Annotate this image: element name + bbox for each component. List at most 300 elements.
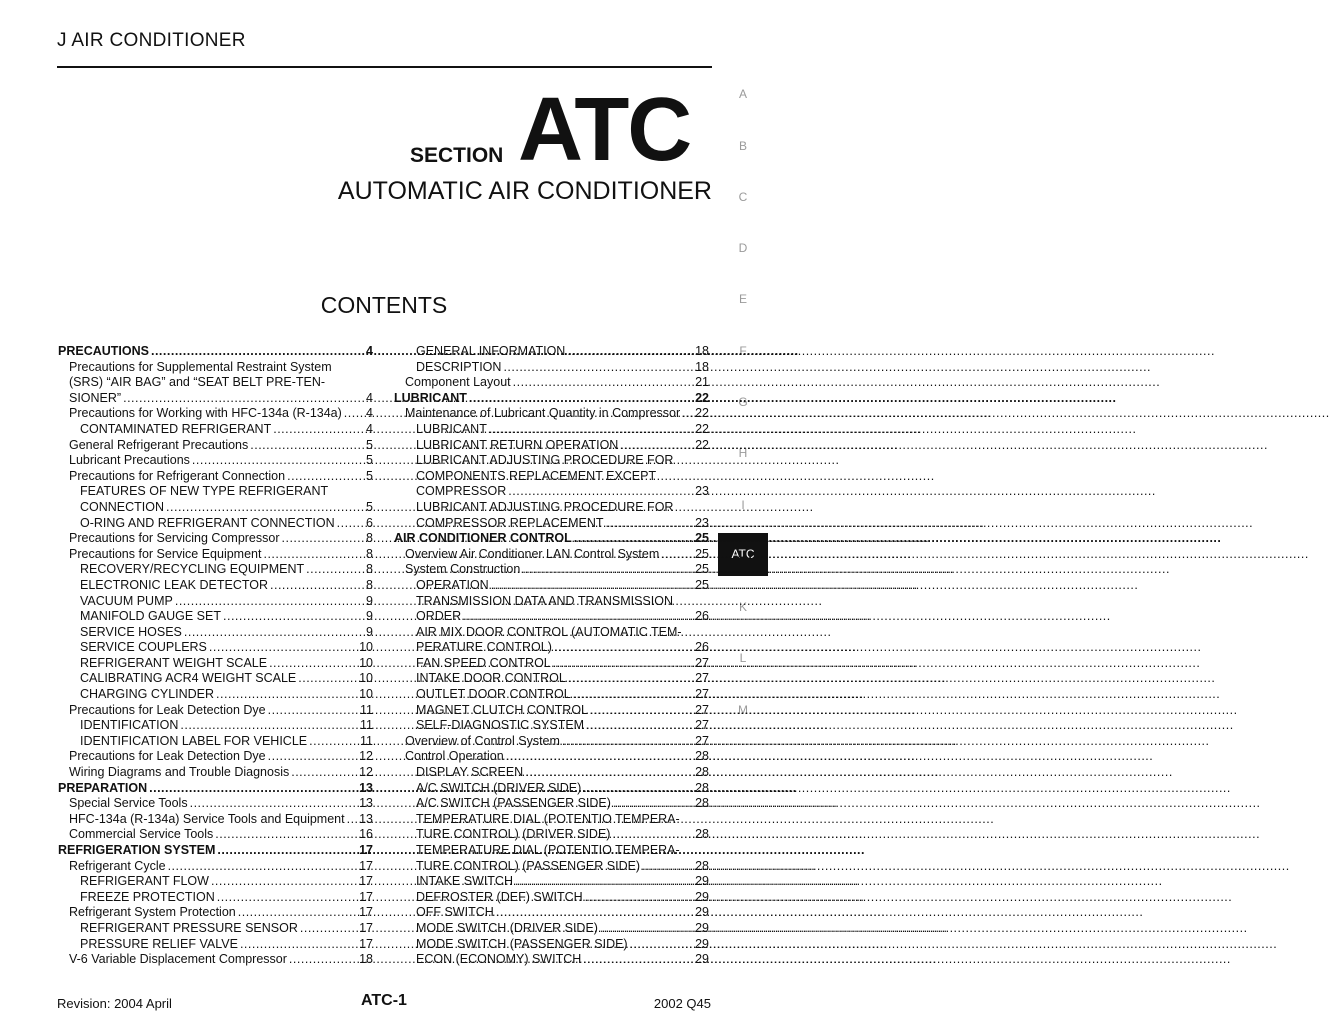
toc-entry-title: DISPLAY SCREEN xyxy=(416,765,524,780)
toc-entry-page: 8 xyxy=(366,531,373,546)
toc-leader-dots xyxy=(606,516,694,532)
toc-entry-title: System Construction xyxy=(405,562,521,577)
toc-entry[interactable] xyxy=(58,921,373,937)
toc-entry-page: 9 xyxy=(366,609,373,624)
toc-entry-title: Overview of Control System xyxy=(405,733,560,748)
side-tab-h[interactable]: H xyxy=(738,446,748,460)
toc-entry-title: MODE SWITCH (PASSENGER SIDE) xyxy=(416,936,628,951)
toc-entry-page: 28 xyxy=(695,749,709,764)
toc-entry-page: 5 xyxy=(366,468,373,483)
toc-entry[interactable] xyxy=(58,469,373,485)
toc-entry-title: COMPRESSOR REPLACEMENT xyxy=(416,515,604,530)
toc-entry[interactable] xyxy=(394,578,709,594)
toc-entry-page: 6 xyxy=(366,515,373,530)
toc-leader-dots xyxy=(217,890,357,906)
toc-entry[interactable] xyxy=(58,562,373,578)
toc-entry[interactable] xyxy=(394,796,709,812)
side-tab-b[interactable]: B xyxy=(738,139,747,153)
toc-entry-title: AIR MIX DOOR CONTROL (AUTOMATIC TEM- xyxy=(416,624,682,639)
toc-entry-title: Special Service Tools xyxy=(69,796,188,811)
toc-entry[interactable] xyxy=(394,874,709,890)
toc-entry-page: 18 xyxy=(695,359,709,374)
toc-leader-dots xyxy=(491,578,693,594)
toc-entry-page: 25 xyxy=(695,546,709,561)
toc-leader-dots xyxy=(217,843,357,859)
toc-entry[interactable] xyxy=(394,921,709,937)
toc-entry-title: ELECTRONIC LEAK DETECTOR xyxy=(80,577,269,592)
toc-entry[interactable] xyxy=(394,640,709,656)
toc-entry-page: 17 xyxy=(359,936,373,951)
toc-entry[interactable] xyxy=(394,562,709,578)
toc-entry[interactable] xyxy=(394,422,709,438)
toc-leader-dots xyxy=(344,406,364,422)
toc-entry[interactable] xyxy=(58,484,373,500)
toc-entry[interactable] xyxy=(58,905,373,921)
toc-entry[interactable] xyxy=(394,734,709,750)
toc-entry[interactable] xyxy=(58,937,373,953)
side-tab-atc[interactable]: ATC xyxy=(718,533,768,576)
toc-entry-page: 27 xyxy=(695,702,709,717)
toc-entry[interactable] xyxy=(394,391,709,407)
toc-entry[interactable] xyxy=(394,656,709,672)
side-tab-d[interactable]: D xyxy=(738,241,748,255)
toc-entry[interactable] xyxy=(394,703,709,719)
toc-leader-dots xyxy=(585,890,693,906)
toc-entry-page: 29 xyxy=(695,905,709,920)
toc-leader-dots xyxy=(300,921,357,937)
toc-leader-dots xyxy=(151,344,364,360)
toc-entry-title: FREEZE PROTECTION xyxy=(80,889,215,904)
toc-right-column xyxy=(394,344,709,968)
toc-entry-title: LUBRICANT RETURN OPERATION xyxy=(416,437,619,452)
toc-entry[interactable] xyxy=(58,594,373,610)
toc-entry-title: Precautions for Service Equipment xyxy=(69,546,262,561)
toc-leader-dots xyxy=(600,921,693,937)
toc-entry-page: 22 xyxy=(695,406,709,421)
toc-entry-page: 8 xyxy=(366,577,373,592)
toc-entry-title: ORDER xyxy=(416,609,462,624)
toc-leader-dots xyxy=(123,391,364,407)
toc-leader-dots xyxy=(583,952,693,968)
toc-leader-dots xyxy=(642,859,693,875)
toc-entry-page: 8 xyxy=(366,562,373,577)
toc-entry[interactable] xyxy=(58,453,373,469)
toc-entry-title: REFRIGERANT FLOW xyxy=(80,874,209,889)
toc-entry[interactable] xyxy=(58,656,373,672)
toc-entry-page: 29 xyxy=(695,952,709,967)
toc-leader-dots xyxy=(496,905,693,921)
toc-leader-dots xyxy=(513,375,693,391)
toc-leader-dots xyxy=(506,749,693,765)
toc-entry-title: CONNECTION xyxy=(80,499,165,514)
toc-entry-title: Wiring Diagrams and Trouble Diagnosis xyxy=(69,765,290,780)
side-tab-c[interactable]: C xyxy=(738,190,748,204)
toc-leader-dots xyxy=(192,453,364,469)
toc-entry[interactable] xyxy=(394,547,709,563)
toc-entry-title: CHARGING CYLINDER xyxy=(80,687,215,702)
toc-entry[interactable] xyxy=(394,594,709,610)
toc-leader-dots xyxy=(469,391,693,407)
toc-entry-page: 10 xyxy=(359,655,373,670)
toc-entry-title: REFRIGERATION SYSTEM xyxy=(58,843,216,857)
toc-leader-dots xyxy=(184,625,364,641)
toc-leader-dots xyxy=(586,718,693,734)
toc-entry-title: Control Operation xyxy=(405,749,504,764)
toc-entry-title: PRESSURE RELIEF VALVE xyxy=(80,936,238,951)
toc-entry-title: VACUUM PUMP xyxy=(80,593,173,608)
toc-entry-title: Component Layout xyxy=(405,375,511,390)
toc-leader-dots xyxy=(613,796,693,812)
contents-heading: CONTENTS xyxy=(320,292,448,318)
toc-entry-title: TURE CONTROL) (PASSENGER SIDE) xyxy=(416,858,641,873)
toc-entry-page: 27 xyxy=(695,655,709,670)
toc-entry-page: 23 xyxy=(695,515,709,530)
toc-entry[interactable] xyxy=(58,734,373,750)
toc-leader-dots xyxy=(463,609,693,625)
toc-entry[interactable] xyxy=(394,344,709,360)
toc-entry[interactable] xyxy=(394,843,709,859)
toc-entry-title: Maintenance of Lubricant Quantity in Compressor xyxy=(405,406,681,421)
toc-entry-title: FAN SPEED CONTROL xyxy=(416,655,551,670)
toc-entry-page: 10 xyxy=(359,640,373,655)
toc-leader-dots xyxy=(630,937,694,953)
toc-entry-title: MANIFOLD GAUGE SET xyxy=(80,609,221,624)
toc-entry[interactable] xyxy=(394,360,709,376)
toc-leader-dots xyxy=(215,827,357,843)
toc-leader-dots xyxy=(508,484,693,500)
section-code: ATC xyxy=(518,80,691,180)
toc-leader-dots xyxy=(620,438,693,454)
toc-entry[interactable] xyxy=(394,827,709,843)
toc-entry[interactable] xyxy=(394,812,709,828)
toc-entry-page: 27 xyxy=(695,687,709,702)
toc-entry[interactable] xyxy=(58,547,373,563)
side-tab-g[interactable]: G xyxy=(738,395,748,409)
toc-entry[interactable] xyxy=(58,438,373,454)
toc-entry[interactable] xyxy=(394,718,709,734)
toc-entry-title: O-RING AND REFRIGERANT CONNECTION xyxy=(80,515,335,530)
toc-entry-title: AIR CONDITIONER CONTROL xyxy=(394,531,572,546)
toc-entry-page: 28 xyxy=(695,827,709,842)
toc-entry-page: 13 xyxy=(359,811,373,826)
toc-entry-page: 27 xyxy=(695,718,709,733)
toc-entry-page: 29 xyxy=(695,874,709,889)
toc-leader-dots xyxy=(282,531,365,547)
toc-entry[interactable] xyxy=(58,874,373,890)
toc-entry-title: SERVICE COUPLERS xyxy=(80,640,207,655)
toc-entry[interactable] xyxy=(58,360,373,376)
toc-entry[interactable] xyxy=(58,843,373,859)
toc-entry[interactable] xyxy=(58,422,373,438)
toc-left-column xyxy=(58,344,373,968)
toc-entry-title: TURE CONTROL) (DRIVER SIDE) xyxy=(416,827,611,842)
toc-entry-title: (SRS) “AIR BAG” and “SEAT BELT PRE-TEN- xyxy=(69,375,326,390)
toc-entry[interactable] xyxy=(58,827,373,843)
toc-entry-title: Overview Air Conditioner LAN Control System xyxy=(405,546,660,561)
toc-leader-dots xyxy=(590,703,693,719)
toc-leader-dots xyxy=(554,640,693,656)
toc-entry-title: SERVICE HOSES xyxy=(80,624,182,639)
section-title: AUTOMATIC AIR CONDITIONER xyxy=(337,177,712,205)
toc-entry[interactable] xyxy=(394,687,709,703)
toc-leader-dots xyxy=(180,718,358,734)
toc-entry-title: Lubricant Precautions xyxy=(69,453,190,468)
toc-leader-dots xyxy=(309,734,358,750)
toc-entry[interactable] xyxy=(58,406,373,422)
toc-entry[interactable] xyxy=(58,640,373,656)
toc-leader-dots xyxy=(238,905,357,921)
toc-entry-page: 22 xyxy=(695,390,709,405)
toc-leader-dots xyxy=(306,562,364,578)
toc-entry[interactable] xyxy=(58,516,373,532)
toc-entry[interactable] xyxy=(58,812,373,828)
footer-page-number: ATC-1 xyxy=(361,992,407,1009)
toc-entry[interactable] xyxy=(58,375,373,391)
toc-entry-title: CALIBRATING ACR4 WEIGHT SCALE xyxy=(80,671,297,686)
toc-entry-title: OPERATION xyxy=(416,577,489,592)
toc-entry[interactable] xyxy=(394,952,709,968)
toc-entry-page: 26 xyxy=(695,640,709,655)
toc-entry-title: INTAKE DOOR CONTROL xyxy=(416,671,566,686)
toc-leader-dots xyxy=(298,671,357,687)
toc-entry-page: 8 xyxy=(366,546,373,561)
toc-entry[interactable] xyxy=(58,718,373,734)
toc-entry-title: HFC-134a (R-134a) Service Tools and Equipment xyxy=(69,811,345,826)
toc-entry[interactable] xyxy=(394,905,709,921)
toc-entry-title: ECON (ECONOMY) SWITCH xyxy=(416,952,582,967)
toc-leader-dots xyxy=(573,687,693,703)
toc-leader-dots xyxy=(209,640,357,656)
toc-leader-dots xyxy=(562,734,693,750)
toc-entry[interactable] xyxy=(394,749,709,765)
toc-entry-page: 11 xyxy=(360,733,373,748)
toc-entry-page: 23 xyxy=(695,484,709,499)
toc-leader-dots xyxy=(149,781,357,797)
toc-entry[interactable] xyxy=(58,765,373,781)
toc-entry-page: 29 xyxy=(695,889,709,904)
toc-entry-title: RECOVERY/RECYCLING EQUIPMENT xyxy=(80,562,305,577)
toc-entry-page: 12 xyxy=(359,749,373,764)
toc-entry[interactable] xyxy=(58,609,373,625)
toc-entry[interactable] xyxy=(394,531,709,547)
toc-entry[interactable] xyxy=(58,344,373,360)
toc-entry-page: 26 xyxy=(695,609,709,624)
toc-entry-page: 10 xyxy=(359,687,373,702)
side-tab-f[interactable]: F xyxy=(739,344,747,358)
toc-entry-title: OFF SWITCH xyxy=(416,905,494,920)
toc-leader-dots xyxy=(273,422,364,438)
toc-entry-page: 22 xyxy=(695,421,709,436)
toc-entry-page: 10 xyxy=(359,671,373,686)
toc-leader-dots xyxy=(337,516,364,532)
toc-entry[interactable] xyxy=(58,531,373,547)
toc-entry-page: 4 xyxy=(366,421,373,436)
toc-entry-title: IDENTIFICATION LABEL FOR VEHICLE xyxy=(80,733,308,748)
toc-leader-dots xyxy=(270,578,364,594)
toc-leader-dots xyxy=(574,531,693,547)
toc-entry-title: TRANSMISSION DATA AND TRANSMISSION xyxy=(416,593,673,608)
toc-leader-dots xyxy=(216,687,357,703)
toc-leader-dots xyxy=(289,952,357,968)
toc-leader-dots xyxy=(515,874,693,890)
toc-entry-title: GENERAL INFORMATION xyxy=(416,344,566,358)
toc-entry-title: IDENTIFICATION xyxy=(80,718,179,733)
toc-entry-title: Precautions for Leak Detection Dye xyxy=(69,749,266,764)
toc-entry-page: 21 xyxy=(695,375,709,390)
toc-entry-title: Commercial Service Tools xyxy=(69,827,214,842)
toc-entry-title: INTAKE SWITCH xyxy=(416,874,513,889)
toc-entry[interactable] xyxy=(394,375,709,391)
toc-entry-title: SIONER” xyxy=(69,390,122,405)
toc-leader-dots xyxy=(612,827,693,843)
toc-entry-title: PERATURE CONTROL) xyxy=(416,640,552,655)
toc-entry-title: LUBRICANT xyxy=(416,421,487,436)
toc-entry-page: 17 xyxy=(359,905,373,920)
toc-entry-page: 18 xyxy=(359,952,373,967)
toc-entry-title: Precautions for Working with HFC-134a (R-134a) xyxy=(69,406,342,421)
toc-entry-page: 27 xyxy=(695,733,709,748)
toc-leader-dots xyxy=(567,344,693,360)
side-tab-l[interactable]: L xyxy=(739,651,747,665)
toc-entry-title: LUBRICANT ADJUSTING PROCEDURE FOR xyxy=(416,453,674,468)
toc-entry-page: 22 xyxy=(695,437,709,452)
toc-entry-page: 25 xyxy=(695,577,709,592)
toc-entry-title: MODE SWITCH (DRIVER SIDE) xyxy=(416,920,598,935)
toc-entry[interactable] xyxy=(394,406,709,422)
side-tab-m[interactable]: M xyxy=(738,703,748,717)
side-tab-i[interactable]: I xyxy=(741,498,745,512)
toc-entry-page: 17 xyxy=(359,889,373,904)
toc-entry-page: 11 xyxy=(360,702,373,717)
toc-leader-dots xyxy=(553,656,693,672)
toc-entry[interactable] xyxy=(394,453,709,469)
toc-entry-page: 17 xyxy=(359,920,373,935)
toc-entry-title: DEFROSTER (DEF) SWITCH xyxy=(416,889,583,904)
toc-entry[interactable] xyxy=(58,687,373,703)
toc-entry[interactable] xyxy=(58,671,373,687)
toc-entry-page: 5 xyxy=(366,437,373,452)
toc-entry-page: 29 xyxy=(695,936,709,951)
toc-entry-page: 17 xyxy=(359,858,373,873)
toc-leader-dots xyxy=(568,671,693,687)
group-title: J AIR CONDITIONER xyxy=(57,30,246,51)
toc-entry[interactable] xyxy=(394,438,709,454)
toc-entry[interactable] xyxy=(394,781,709,797)
toc-entry-title: PREPARATION xyxy=(58,780,148,795)
toc-entry-title: SELF-DIAGNOSTIC SYSTEM xyxy=(416,718,585,733)
toc-leader-dots xyxy=(268,749,357,765)
toc-entry[interactable] xyxy=(394,469,709,485)
toc-entry-page: 25 xyxy=(695,562,709,577)
toc-entry-page: 4 xyxy=(366,390,373,405)
toc-entry-page: 28 xyxy=(695,796,709,811)
toc-leader-dots xyxy=(250,438,364,454)
toc-entry-title: LUBRICANT ADJUSTING PROCEDURE FOR xyxy=(416,499,674,514)
toc-entry[interactable] xyxy=(58,781,373,797)
toc-entry-page: 28 xyxy=(695,765,709,780)
toc-entry-page: 13 xyxy=(359,796,373,811)
toc-entry[interactable] xyxy=(394,516,709,532)
toc-entry[interactable] xyxy=(58,859,373,875)
toc-entry[interactable] xyxy=(58,703,373,719)
toc-leader-dots xyxy=(291,765,357,781)
toc-entry[interactable] xyxy=(58,796,373,812)
toc-entry-title: COMPONENTS REPLACEMENT EXCEPT xyxy=(416,468,657,483)
section-word: SECTION xyxy=(410,144,504,167)
toc-entry-title: Precautions for Supplemental Restraint System xyxy=(69,359,332,374)
toc-entry[interactable] xyxy=(394,765,709,781)
toc-entry-title: A/C SWITCH (PASSENGER SIDE) xyxy=(416,796,611,811)
toc-leader-dots xyxy=(347,812,357,828)
toc-entry-title: Precautions for Leak Detection Dye xyxy=(69,702,266,717)
toc-leader-dots xyxy=(240,937,357,953)
toc-entry-page: 12 xyxy=(359,765,373,780)
toc-entry[interactable] xyxy=(394,890,709,906)
toc-leader-dots xyxy=(211,874,357,890)
toc-entry[interactable] xyxy=(394,671,709,687)
toc-entry-page: 28 xyxy=(695,780,709,795)
toc-entry-title: V-6 Variable Displacement Compressor xyxy=(69,952,287,967)
toc-entry[interactable] xyxy=(394,937,709,953)
header-rule xyxy=(57,66,712,68)
side-tab-e[interactable]: E xyxy=(738,292,747,306)
toc-entry[interactable] xyxy=(58,500,373,516)
toc-entry-page: 25 xyxy=(695,531,709,546)
toc-entry-page: 11 xyxy=(360,718,373,733)
toc-leader-dots xyxy=(489,422,693,438)
toc-entry[interactable] xyxy=(58,890,373,906)
toc-leader-dots xyxy=(263,547,364,563)
toc-entry-title: General Refrigerant Precautions xyxy=(69,437,249,452)
toc-entry[interactable] xyxy=(58,625,373,641)
toc-leader-dots xyxy=(503,360,693,376)
toc-entry-page: 18 xyxy=(695,344,709,358)
toc-entry-title: FEATURES OF NEW TYPE REFRIGERANT xyxy=(80,484,329,499)
toc-entry-page: 17 xyxy=(359,843,373,857)
toc-entry-title: COMPRESSOR xyxy=(416,484,507,499)
toc-entry-page: 16 xyxy=(359,827,373,842)
toc-entry[interactable] xyxy=(58,391,373,407)
toc-leader-dots xyxy=(583,781,693,797)
toc-entry[interactable] xyxy=(394,609,709,625)
toc-entry-page: 9 xyxy=(366,593,373,608)
toc-entry[interactable] xyxy=(394,625,709,641)
toc-entry-title: Refrigerant System Protection xyxy=(69,905,236,920)
side-tab-a[interactable]: A xyxy=(738,87,747,101)
toc-entry-title: PRECAUTIONS xyxy=(58,344,149,358)
toc-entry-page: 13 xyxy=(359,780,373,795)
toc-leader-dots xyxy=(168,859,358,875)
toc-leader-dots xyxy=(175,594,364,610)
toc-entry-title: DESCRIPTION xyxy=(416,359,502,374)
toc-entry-page: 28 xyxy=(695,858,709,873)
toc-entry[interactable] xyxy=(58,749,373,765)
toc-leader-dots xyxy=(661,547,693,563)
toc-entry-title: Precautions for Refrigerant Connection xyxy=(69,468,286,483)
toc-entry[interactable] xyxy=(394,859,709,875)
side-tab-k[interactable]: K xyxy=(738,600,747,614)
toc-entry[interactable] xyxy=(394,500,709,516)
toc-entry-page: 5 xyxy=(366,499,373,514)
toc-entry[interactable] xyxy=(58,578,373,594)
toc-entry-page: 5 xyxy=(366,453,373,468)
toc-leader-dots xyxy=(287,469,364,485)
toc-leader-dots xyxy=(268,703,358,719)
toc-entry[interactable] xyxy=(394,484,709,500)
toc-entry[interactable] xyxy=(58,952,373,968)
toc-entry-title: MAGNET CLUTCH CONTROL xyxy=(416,702,589,717)
footer-model: 2002 Q45 xyxy=(653,996,711,1011)
